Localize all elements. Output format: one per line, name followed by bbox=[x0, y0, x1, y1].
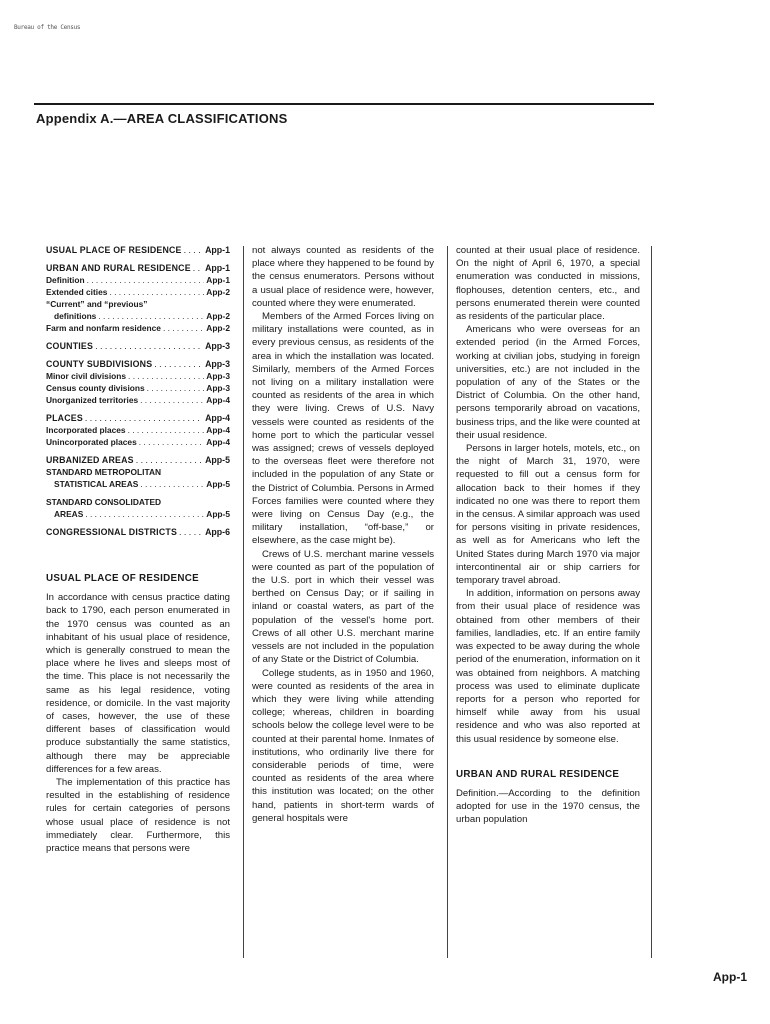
toc-entry[interactable]: Extended cities . . . App-2 bbox=[46, 286, 230, 298]
toc-entry[interactable]: Unincorporated places . . . App-4 bbox=[46, 436, 230, 448]
toc-entry[interactable]: Farm and nonfarm residence . . . App-2 bbox=[46, 322, 230, 334]
toc-entry[interactable]: STANDARD METROPOLITAN STATISTICAL AREAS . . . App-5 bbox=[46, 466, 230, 490]
toc-entry[interactable]: COUNTIES . . . App-3 bbox=[46, 340, 230, 352]
body-paragraph: Definition.—According to the definition adopted for use in the 1970 census, the urban population bbox=[456, 787, 640, 826]
table-of-contents bbox=[46, 244, 230, 538]
page-number: App-1 bbox=[713, 970, 747, 984]
toc-entry[interactable]: Unorganized territories . . . App-4 bbox=[46, 394, 230, 406]
page-title: Appendix A.—AREA CLASSIFICATIONS bbox=[36, 111, 288, 126]
section-heading: USUAL PLACE OF RESIDENCE bbox=[46, 573, 199, 584]
toc-entry[interactable]: “Current” and “previous” definitions . . . App-2 bbox=[46, 298, 230, 322]
body-paragraph: College students, as in 1950 and 1960, were counted as residents of the area in which they were living while attending college; whereas, children in boarding schools below the college level were to be counted at their parental home. Inmates of institutions, who ordinarily live there for considerable periods of time, were counted as residents of the area where this institution was located; on the other hand, patients in short-term wards of general hospitals were bbox=[252, 667, 434, 824]
column-2 bbox=[252, 244, 434, 825]
body-paragraph: The implementation of this practice has resulted in the establishing of residence rules for certain categories of persons whose usual place of residence is not immediately clear. Furthermore, this practice means that persons were bbox=[46, 777, 230, 855]
archive-stamp: Bureau of the Census bbox=[14, 24, 81, 31]
column-divider bbox=[447, 246, 448, 958]
toc-entry[interactable]: COUNTY SUBDIVISIONS . . . App-3 bbox=[46, 358, 230, 370]
body-paragraph: Members of the Armed Forces living on military installations were counted, as in every previous census, as residents of the area in which the installation was located. Similarly, members of the Armed Forces not living on a military installation were counted as residents of the area in which they were living. Crews of U.S. Navy vessels were counted as residents of the home port to which the particular vessel was assigned; crews of vessels deployed to the overseas fleet were therefore not included in the population of any State or the District of Columbia. Persons in Armed Forces families were counted where they were living on Census Day (e.g., the military installation, “off-base,” or elsewhere, as the case might be). bbox=[252, 311, 434, 547]
column-3 bbox=[456, 244, 640, 827]
body-paragraph: not always counted as residents of the place where they happened to be found by the census enumerators. Persons without a usual place of residence were, however, counted where they were enumerated. bbox=[252, 245, 434, 309]
body-paragraph: Persons in larger hotels, motels, etc., on the night of March 31, 1970, were requested to fill out a census form for allocation back to their homes if they indicated no one was there to report them in the census. A similar approach was used for persons visiting in private residences, as well as for Americans who left the United States during March 1970 via major intercontinental air or ship carriers for temporary travel abroad. bbox=[456, 443, 640, 587]
column-divider bbox=[651, 246, 652, 958]
toc-entry[interactable]: PLACES . . . App-4 bbox=[46, 412, 230, 424]
body-paragraph: Americans who were overseas for an extended period (in the Armed Forces, working at civilian jobs, studying in foreign universities, etc.) are not included in the population of any of the States or the District of Columbia. On the other hand, persons temporarily abroad on vacations, business trips, and the like were counted at their usual residence. bbox=[456, 324, 640, 441]
toc-entry[interactable]: CONGRESSIONAL DISTRICTS . . . App-6 bbox=[46, 526, 230, 538]
toc-entry[interactable]: Census county divisions . . . App-3 bbox=[46, 382, 230, 394]
toc-entry[interactable]: URBANIZED AREAS . . . App-5 bbox=[46, 454, 230, 466]
body-paragraph: counted at their usual place of residence. On the night of April 6, 1970, a special enumeration was conducted in missions, flophouses, detention centers, etc., and persons enumerated therein were counted as residents of the particular place. bbox=[456, 245, 640, 323]
column-divider bbox=[243, 246, 244, 958]
toc-entry[interactable]: USUAL PLACE OF RESIDENCE . . . App-1 bbox=[46, 244, 230, 256]
body-paragraph: Crews of U.S. merchant marine vessels were counted as part of the population of the U.S. port in which their vessel was berthed on Census Day; or if sailing in inland or coastal waters, as part of the population of the vessel's home port. Crews of all other U.S. merchant marine vessels are not included in the population of any State or the District of Columbia. bbox=[252, 548, 434, 666]
toc-entry[interactable]: Definition . . . App-1 bbox=[46, 274, 230, 286]
header-rule bbox=[34, 103, 654, 105]
toc-entry[interactable]: Minor civil divisions . . . App-3 bbox=[46, 370, 230, 382]
column-1 bbox=[46, 244, 230, 855]
toc-entry[interactable]: Incorporated places . . . App-4 bbox=[46, 424, 230, 436]
toc-entry[interactable]: URBAN AND RURAL RESIDENCE . . . App-1 bbox=[46, 262, 230, 274]
section-heading: URBAN AND RURAL RESIDENCE bbox=[456, 768, 620, 780]
toc-entry[interactable]: STANDARD CONSOLIDATED AREAS . . . App-5 bbox=[46, 496, 230, 520]
body-paragraph: In addition, information on persons away from their usual place of residence was obtained from other members of their families, landladies, etc. If an entire family was expected to be away during the whole period of the enumeration, information on it was obtained from neighbors. A matching process was used to eliminate duplicate reports for a person who reported for himself while away from his usual residence and who was also reported at this usual residence by someone else. bbox=[456, 588, 640, 745]
body-paragraph: In accordance with census practice dating back to 1790, each person enumerated in the 1970 census was counted as an inhabitant of his usual place of residence, which is generally construed to mean the place where he lives and sleeps most of the time. This place is not necessarily the same as his legal residence, voting residence, or domicile. In the vast majority of cases, however, the use of these different bases of classification would produce substantially the same statistics, although there may be appreciable differences for a few areas. bbox=[46, 592, 230, 775]
